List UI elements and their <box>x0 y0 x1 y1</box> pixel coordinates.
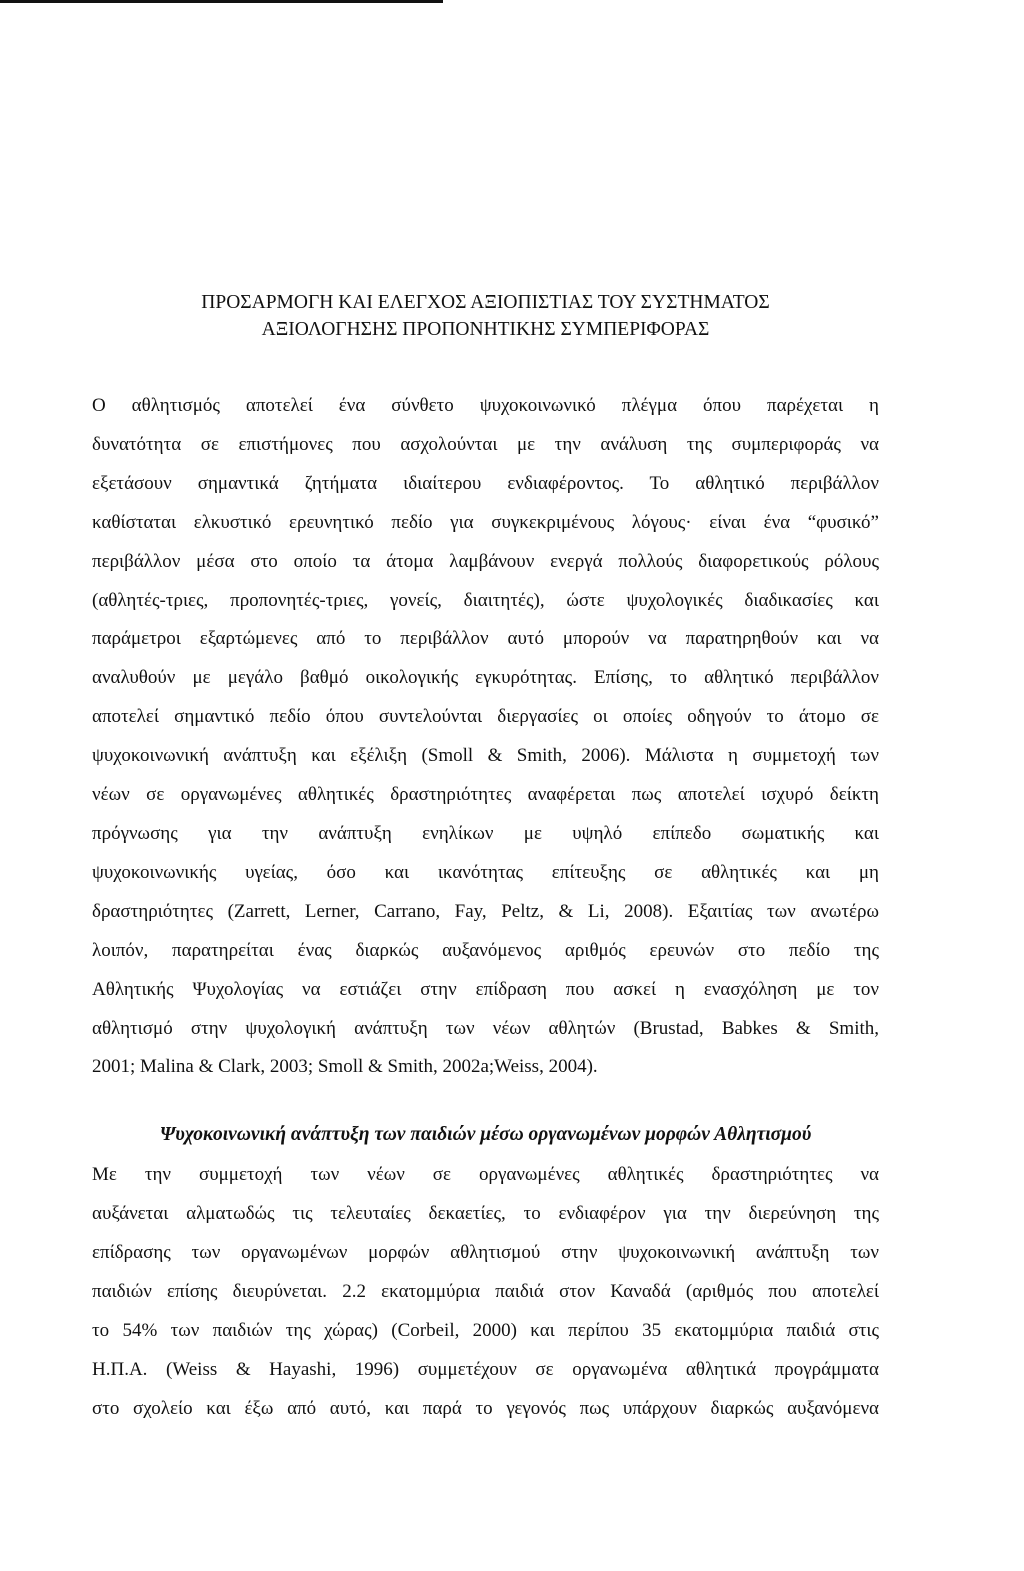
title-line: ΑΞΙΟΛΟΓΗΣΗΣ ΠΡΟΠΟΝΗΤΙΚΗΣ ΣΥΜΠΕΡΙΦΟΡΑΣ <box>261 319 710 340</box>
paragraph-line: αθλητισμό στην ψυχολογική ανάπτυξη των νέων αθλητών (Brustad, Babkes & Smith, <box>92 1017 879 1039</box>
paragraph-line: αναλυθούν με μεγάλο βαθμό οικολογικής εγκυρότητας. Επίσης, το αθλητικό περιβάλλον <box>92 667 879 689</box>
paragraph-line: Με την συμμετοχή των νέων σε οργανωμένες αθλητικές δραστηριότητες να <box>92 1164 879 1186</box>
paragraph-line: παιδιών επίσης διευρύνεται. 2.2 εκατομμύρια παιδιά στον Καναδά (αριθμός που αποτελεί <box>92 1281 879 1303</box>
paragraph-line: ψυχοκοινωνικής υγείας, όσο και ικανότητας επίτευξης σε αθλητικές και μη <box>92 861 879 883</box>
paragraph-line: αυξάνεται αλματωδώς τις τελευταίες δεκαετίες, το ενδιαφέρον για την διερεύνηση της <box>92 1203 879 1225</box>
paragraph-line: εξετάσουν σημαντικά ζητήματα ιδιαίτερου ενδιαφέροντος. Το αθλητικό περιβάλλον <box>92 472 879 494</box>
paragraph-line: 2001; Malina & Clark, 2003; Smoll & Smith, 2002a;Weiss, 2004). <box>92 1056 598 1078</box>
paragraph-line: λοιπόν, παρατηρείται ένας διαρκώς αυξανόμενος αριθμός ερευνών στο πεδίο της <box>92 939 879 961</box>
top-scan-rule <box>0 0 443 3</box>
document-page <box>92 289 879 1429</box>
paragraph-line: ψυχοκοινωνική ανάπτυξη και εξέλιξη (Smoll & Smith, 2006). Μάλιστα η συμμετοχή των <box>92 745 879 767</box>
paragraph-line: (αθλητές-τριες, προπονητές-τριες, γονείς, διαιτητές), ώστε ψυχολογικές διαδικασίες και <box>92 589 879 611</box>
paragraph-line: Αθλητικής Ψυχολογίας να εστιάζει στην επίδραση που ασκεί η ενασχόληση με τον <box>92 978 879 1000</box>
paragraph-line: νέων σε οργανωμένες αθλητικές δραστηριότητες αναφέρεται πως αποτελεί ισχυρό δείκτη <box>92 784 879 806</box>
paragraph-line: περιβάλλον μέσα στο οποίο τα άτομα λαμβάνουν ενεργά πολλούς διαφορετικούς ρόλους <box>92 550 879 572</box>
paragraph-line: παράμετροι εξαρτώμενες από το περιβάλλον αυτό μπορούν να παρατηρηθούν και να <box>92 628 879 650</box>
body-paragraph-2 <box>92 1156 879 1428</box>
paragraph-line: Η.Π.Α. (Weiss & Hayashi, 1996) συμμετέχουν σε οργανωμένα αθλητικά προγράμματα <box>92 1358 879 1380</box>
paragraph-line: το 54% των παιδιών της χώρας) (Corbeil, 2000) και περίπου 35 εκατομμύρια παιδιά στις <box>92 1319 879 1341</box>
paragraph-line: δραστηριότητες (Zarrett, Lerner, Carrano, Fay, Peltz, & Li, 2008). Εξαιτίας των ανωτέρω <box>92 900 879 922</box>
section-subheading: Ψυχοκοινωνική ανάπτυξη των παιδιών μέσω οργανωμένων μορφών Αθλητισμού <box>159 1124 812 1146</box>
paragraph-line: πρόγνωσης για την ανάπτυξη ενηλίκων με υψηλό επίπεδο σωματικής και <box>92 822 879 844</box>
document-title <box>92 289 879 343</box>
body-paragraph-1 <box>92 387 879 1087</box>
paragraph-line: καθίσταται ελκυστικό ερευνητικό πεδίο για συγκεκριμένους λόγους· είναι ένα “φυσικό” <box>92 511 879 533</box>
title-line: ΠΡΟΣΑΡΜΟΓΗ ΚΑΙ ΕΛΕΓΧΟΣ ΑΞΙΟΠΙΣΤΙΑΣ ΤΟΥ ΣΥΣΤΗΜΑΤΟΣ <box>201 292 770 313</box>
paragraph-line: αποτελεί σημαντικό πεδίο όπου συντελούνται διεργασίες οι οποίες οδηγούν το άτομο σε <box>92 706 879 728</box>
paragraph-line: δυνατότητα σε επιστήμονες που ασχολούνται με την ανάλυση της συμπεριφοράς να <box>92 433 879 455</box>
paragraph-line: στο σχολείο και έξω από αυτό, και παρά το γεγονός πως υπάρχουν διαρκώς αυξανόμενα <box>92 1397 879 1419</box>
paragraph-line: επίδρασης των οργανωμένων μορφών αθλητισμού στην ψυχοκοινωνική ανάπτυξη των <box>92 1242 879 1264</box>
paragraph-line: Ο αθλητισμός αποτελεί ένα σύνθετο ψυχοκοινωνικό πλέγμα όπου παρέχεται η <box>92 395 879 416</box>
